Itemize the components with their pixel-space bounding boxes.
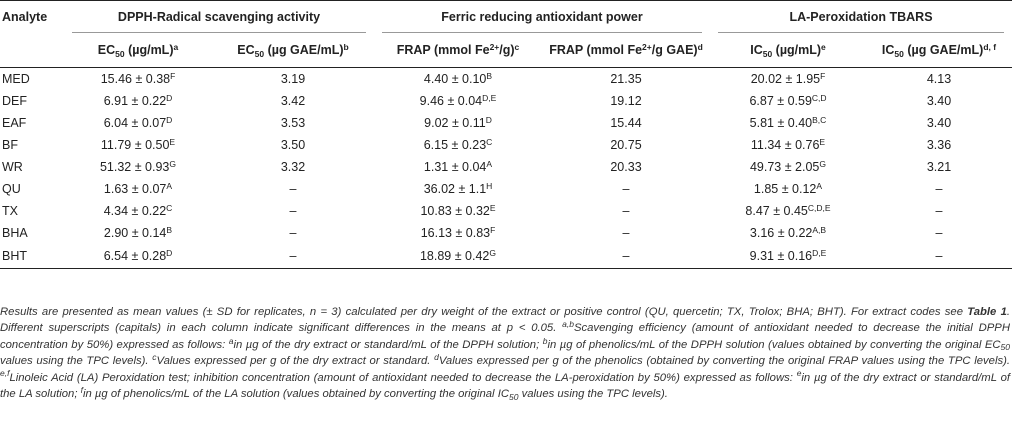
significance-superscript: D,E bbox=[812, 247, 827, 258]
cell-frap-gae: – bbox=[622, 226, 630, 240]
significance-superscript: D bbox=[166, 92, 173, 103]
table-row bbox=[0, 134, 1012, 156]
cell-tbars-ic50: $6.87 \pm 0.59^{C,D}$ bbox=[749, 92, 827, 108]
significance-superscript: G bbox=[819, 158, 827, 169]
group-header-row bbox=[0, 1, 1012, 34]
col-header-frap-gae: FRAP (mmol $Fe^{2+}/g$ GAE)$^d$ bbox=[542, 33, 710, 68]
cell-tbars-ic50: $49.73 \pm 2.05^G$ bbox=[749, 158, 827, 174]
table-row bbox=[0, 200, 1012, 222]
cell-dpph-ec50-gae: 3.32 bbox=[280, 160, 306, 174]
cell-dpph-ec50: $6.04 \pm 0.07^D$ bbox=[103, 114, 173, 130]
significance-superscript: B,C bbox=[812, 114, 827, 125]
cell-frap: $36.02 \pm 1.1^H$ bbox=[423, 180, 493, 196]
cell-tbars-ic50-gae: – bbox=[935, 204, 943, 218]
cell-dpph-ec50: $11.79 \pm 0.50^E$ bbox=[100, 136, 176, 152]
cell-dpph-ec50-gae: 3.42 bbox=[280, 94, 306, 108]
significance-superscript: G bbox=[489, 247, 497, 258]
analyte-header: Analyte bbox=[0, 1, 64, 34]
col-header-ic50-gae: $IC_{50}$ (µg GAE/mL)$^{d, f}$ bbox=[866, 33, 1012, 68]
significance-superscript: F bbox=[820, 70, 826, 81]
cell-frap-gae: 19.12 bbox=[610, 94, 642, 108]
cell-dpph-ec50-gae: 3.53 bbox=[280, 116, 306, 130]
col-header-frap: FRAP (mmol $Fe^{2+}/g)^c$ bbox=[374, 33, 542, 68]
cell-tbars-ic50-gae: 3.40 bbox=[926, 94, 952, 108]
cell-dpph-ec50: $2.90 \pm 0.14^B$ bbox=[103, 224, 173, 240]
cell-analyte: TX bbox=[2, 204, 18, 218]
cell-frap: $10.83 \pm 0.32^E$ bbox=[420, 202, 496, 218]
col-header-ec50-gae: $EC_{50}$ (µg GAE/mL)$^b$ bbox=[212, 33, 374, 68]
table-row bbox=[0, 90, 1012, 112]
cell-tbars-ic50-gae: 3.40 bbox=[926, 116, 952, 130]
cell-tbars-ic50-gae: – bbox=[866, 244, 1012, 269]
table-row bbox=[0, 244, 1012, 269]
cell-tbars-ic50-gae: 3.21 bbox=[926, 160, 952, 174]
cell-dpph-ec50: $51.32 \pm 0.93^G$ bbox=[99, 158, 177, 174]
cell-frap: $4.40 \pm 0.10^B$ bbox=[423, 70, 493, 86]
significance-superscript: E bbox=[169, 136, 176, 147]
cell-frap-gae: – bbox=[622, 182, 630, 196]
significance-superscript: C bbox=[486, 136, 493, 147]
cell-analyte: BHT bbox=[0, 244, 64, 269]
cell-tbars-ic50: $20.02 \pm 1.95^F$ bbox=[750, 70, 826, 86]
cell-tbars-ic50-gae: – bbox=[935, 182, 943, 196]
significance-superscript: A,B bbox=[812, 224, 827, 235]
column-header-row bbox=[0, 33, 1012, 68]
cell-frap-gae: 20.33 bbox=[610, 160, 642, 174]
cell-dpph-ec50: $1.63 \pm 0.07^A$ bbox=[103, 180, 173, 196]
cell-frap-gae: 21.35 bbox=[610, 72, 642, 86]
cell-frap-gae: – bbox=[542, 244, 710, 269]
significance-superscript: C bbox=[166, 202, 173, 213]
cell-analyte: DEF bbox=[2, 94, 27, 108]
significance-superscript: G bbox=[169, 158, 177, 169]
table-row bbox=[0, 68, 1012, 91]
significance-superscript: C,D,E bbox=[807, 202, 831, 213]
cell-frap: $6.15 \pm 0.23^C$ bbox=[423, 136, 493, 152]
cell-tbars-ic50-gae: 4.13 bbox=[926, 72, 952, 86]
col-header-ec50: $EC_{50}$ $(\mu g/mL)^a$ bbox=[64, 33, 212, 68]
table-row bbox=[0, 112, 1012, 134]
significance-superscript: D,E bbox=[482, 92, 497, 103]
cell-frap-gae: 20.75 bbox=[610, 138, 642, 152]
cell-tbars-ic50: $11.34 \pm 0.76^E$ bbox=[750, 136, 826, 152]
cell-frap: $1.31 \pm 0.04^A$ bbox=[423, 158, 493, 174]
cell-frap: $16.13 \pm 0.83^F$ bbox=[420, 224, 496, 240]
cell-dpph-ec50: $6.91 \pm 0.22^D$ bbox=[103, 92, 173, 108]
cell-tbars-ic50-gae: – bbox=[935, 226, 943, 240]
significance-superscript: D bbox=[485, 114, 492, 125]
cell-analyte: BHA bbox=[2, 226, 28, 240]
cell-dpph-ec50-gae: 3.50 bbox=[280, 138, 306, 152]
analyte-header-spacer bbox=[0, 33, 64, 68]
cell-tbars-ic50: $3.16 \pm 0.22^{A,B}$ bbox=[749, 224, 827, 240]
cell-dpph-ec50-gae: 3.19 bbox=[280, 72, 306, 86]
significance-superscript: D bbox=[166, 114, 173, 125]
cell-dpph-ec50-gae: – bbox=[212, 244, 374, 269]
table-row bbox=[0, 222, 1012, 244]
cell-analyte: BF bbox=[2, 138, 18, 152]
cell-dpph-ec50-gae: – bbox=[289, 204, 297, 218]
cell-analyte: EAF bbox=[2, 116, 27, 130]
cell-frap: $9.46 \pm 0.04^{D,E}$ bbox=[419, 92, 497, 108]
group-frap: Ferric reducing antioxidant power bbox=[374, 1, 710, 34]
significance-superscript: A bbox=[486, 158, 493, 169]
cell-analyte: WR bbox=[2, 160, 23, 174]
significance-superscript: F bbox=[170, 70, 176, 81]
cell-tbars-ic50-gae: 3.36 bbox=[926, 138, 952, 152]
cell-dpph-ec50: $15.46 \pm 0.38^F$ bbox=[100, 70, 176, 86]
cell-frap: $9.02 \pm 0.11^D$ bbox=[424, 114, 492, 130]
cell-frap-gae: 15.44 bbox=[610, 116, 642, 130]
cell-tbars-ic50: $5.81 \pm 0.40^{B,C}$ bbox=[749, 114, 827, 130]
table-footnote: Results are presented as mean values (± SD for replicates, n = 3) calculated per dry weight of the extract or positive control (QU, quercetin; TX, Trolox; BHA; BHT). For extract codes see Table 1. Different superscripts (capitals) in each column indicate significant differences in the means at p < 0.05. $^{a,b}$Scavenging efficiency (amount of antioxidant needed to decrease the initial DPPH concentration by 50%) expressed as follows: $^a$in µg of the dry extract or standard/mL of the DPPH solution; $^b$in µg of phenolics/mL of the DPPH solution (values obtained by converting the original $EC_{50}$ values using the TPC levels). $^c$Values expressed per g of the dry extract or standard. $^d$Values expressed per g of the phenolics (obtained by converting the original FRAP values using the TPC levels). $^{e,f}$Linoleic Acid (LA) Peroxidation test; inhibition concentration (amount of antioxidant needed to decrease the LA-peroxidation by 50%) expressed as follows: $^e$in µg of the dry extract or standard/mL of the LA solution; $^f$in µg of phenolics/mL of the LA solution (values obtained by converting the original $IC_{50}$ values using the TPC levels). bbox=[0, 306, 1011, 402]
cell-dpph-ec50: $4.34 \pm 0.22^C$ bbox=[103, 202, 173, 218]
table-body bbox=[0, 68, 1012, 269]
significance-superscript: A bbox=[166, 180, 173, 191]
cell-tbars-ic50: $1.85 \pm 0.12^A$ bbox=[753, 180, 823, 196]
significance-superscript: E bbox=[819, 136, 826, 147]
significance-superscript: D bbox=[166, 247, 173, 258]
cell-analyte: MED bbox=[2, 72, 30, 86]
significance-superscript: C,D bbox=[811, 92, 827, 103]
significance-superscript: B bbox=[166, 224, 173, 235]
cell-analyte: QU bbox=[2, 182, 21, 196]
significance-superscript: F bbox=[490, 224, 496, 235]
group-tbars: LA-Peroxidation TBARS bbox=[710, 1, 1012, 34]
cell-tbars-ic50: $9.31 \pm 0.16^{D,E}$ bbox=[710, 244, 866, 269]
cell-frap: $18.89 \pm 0.42^G$ bbox=[374, 244, 542, 269]
cell-dpph-ec50-gae: – bbox=[289, 182, 297, 196]
table-row bbox=[0, 156, 1012, 178]
cell-tbars-ic50: $8.47 \pm 0.45^{C,D,E}$ bbox=[745, 202, 831, 218]
table-1-reference: Table 1 bbox=[967, 306, 1007, 318]
group-dpph: DPPH-Radical scavenging activity bbox=[64, 1, 374, 34]
cell-dpph-ec50: $6.54 \pm 0.28^D$ bbox=[64, 244, 212, 269]
significance-superscript: B bbox=[486, 70, 493, 81]
significance-superscript: E bbox=[489, 202, 496, 213]
cell-frap-gae: – bbox=[622, 204, 630, 218]
significance-superscript: A bbox=[816, 180, 823, 191]
col-header-ic50: $IC_{50}$ $(\mu g/mL)^e$ bbox=[710, 33, 866, 68]
significance-superscript: H bbox=[486, 180, 493, 191]
table-row bbox=[0, 178, 1012, 200]
cell-dpph-ec50-gae: – bbox=[289, 226, 297, 240]
